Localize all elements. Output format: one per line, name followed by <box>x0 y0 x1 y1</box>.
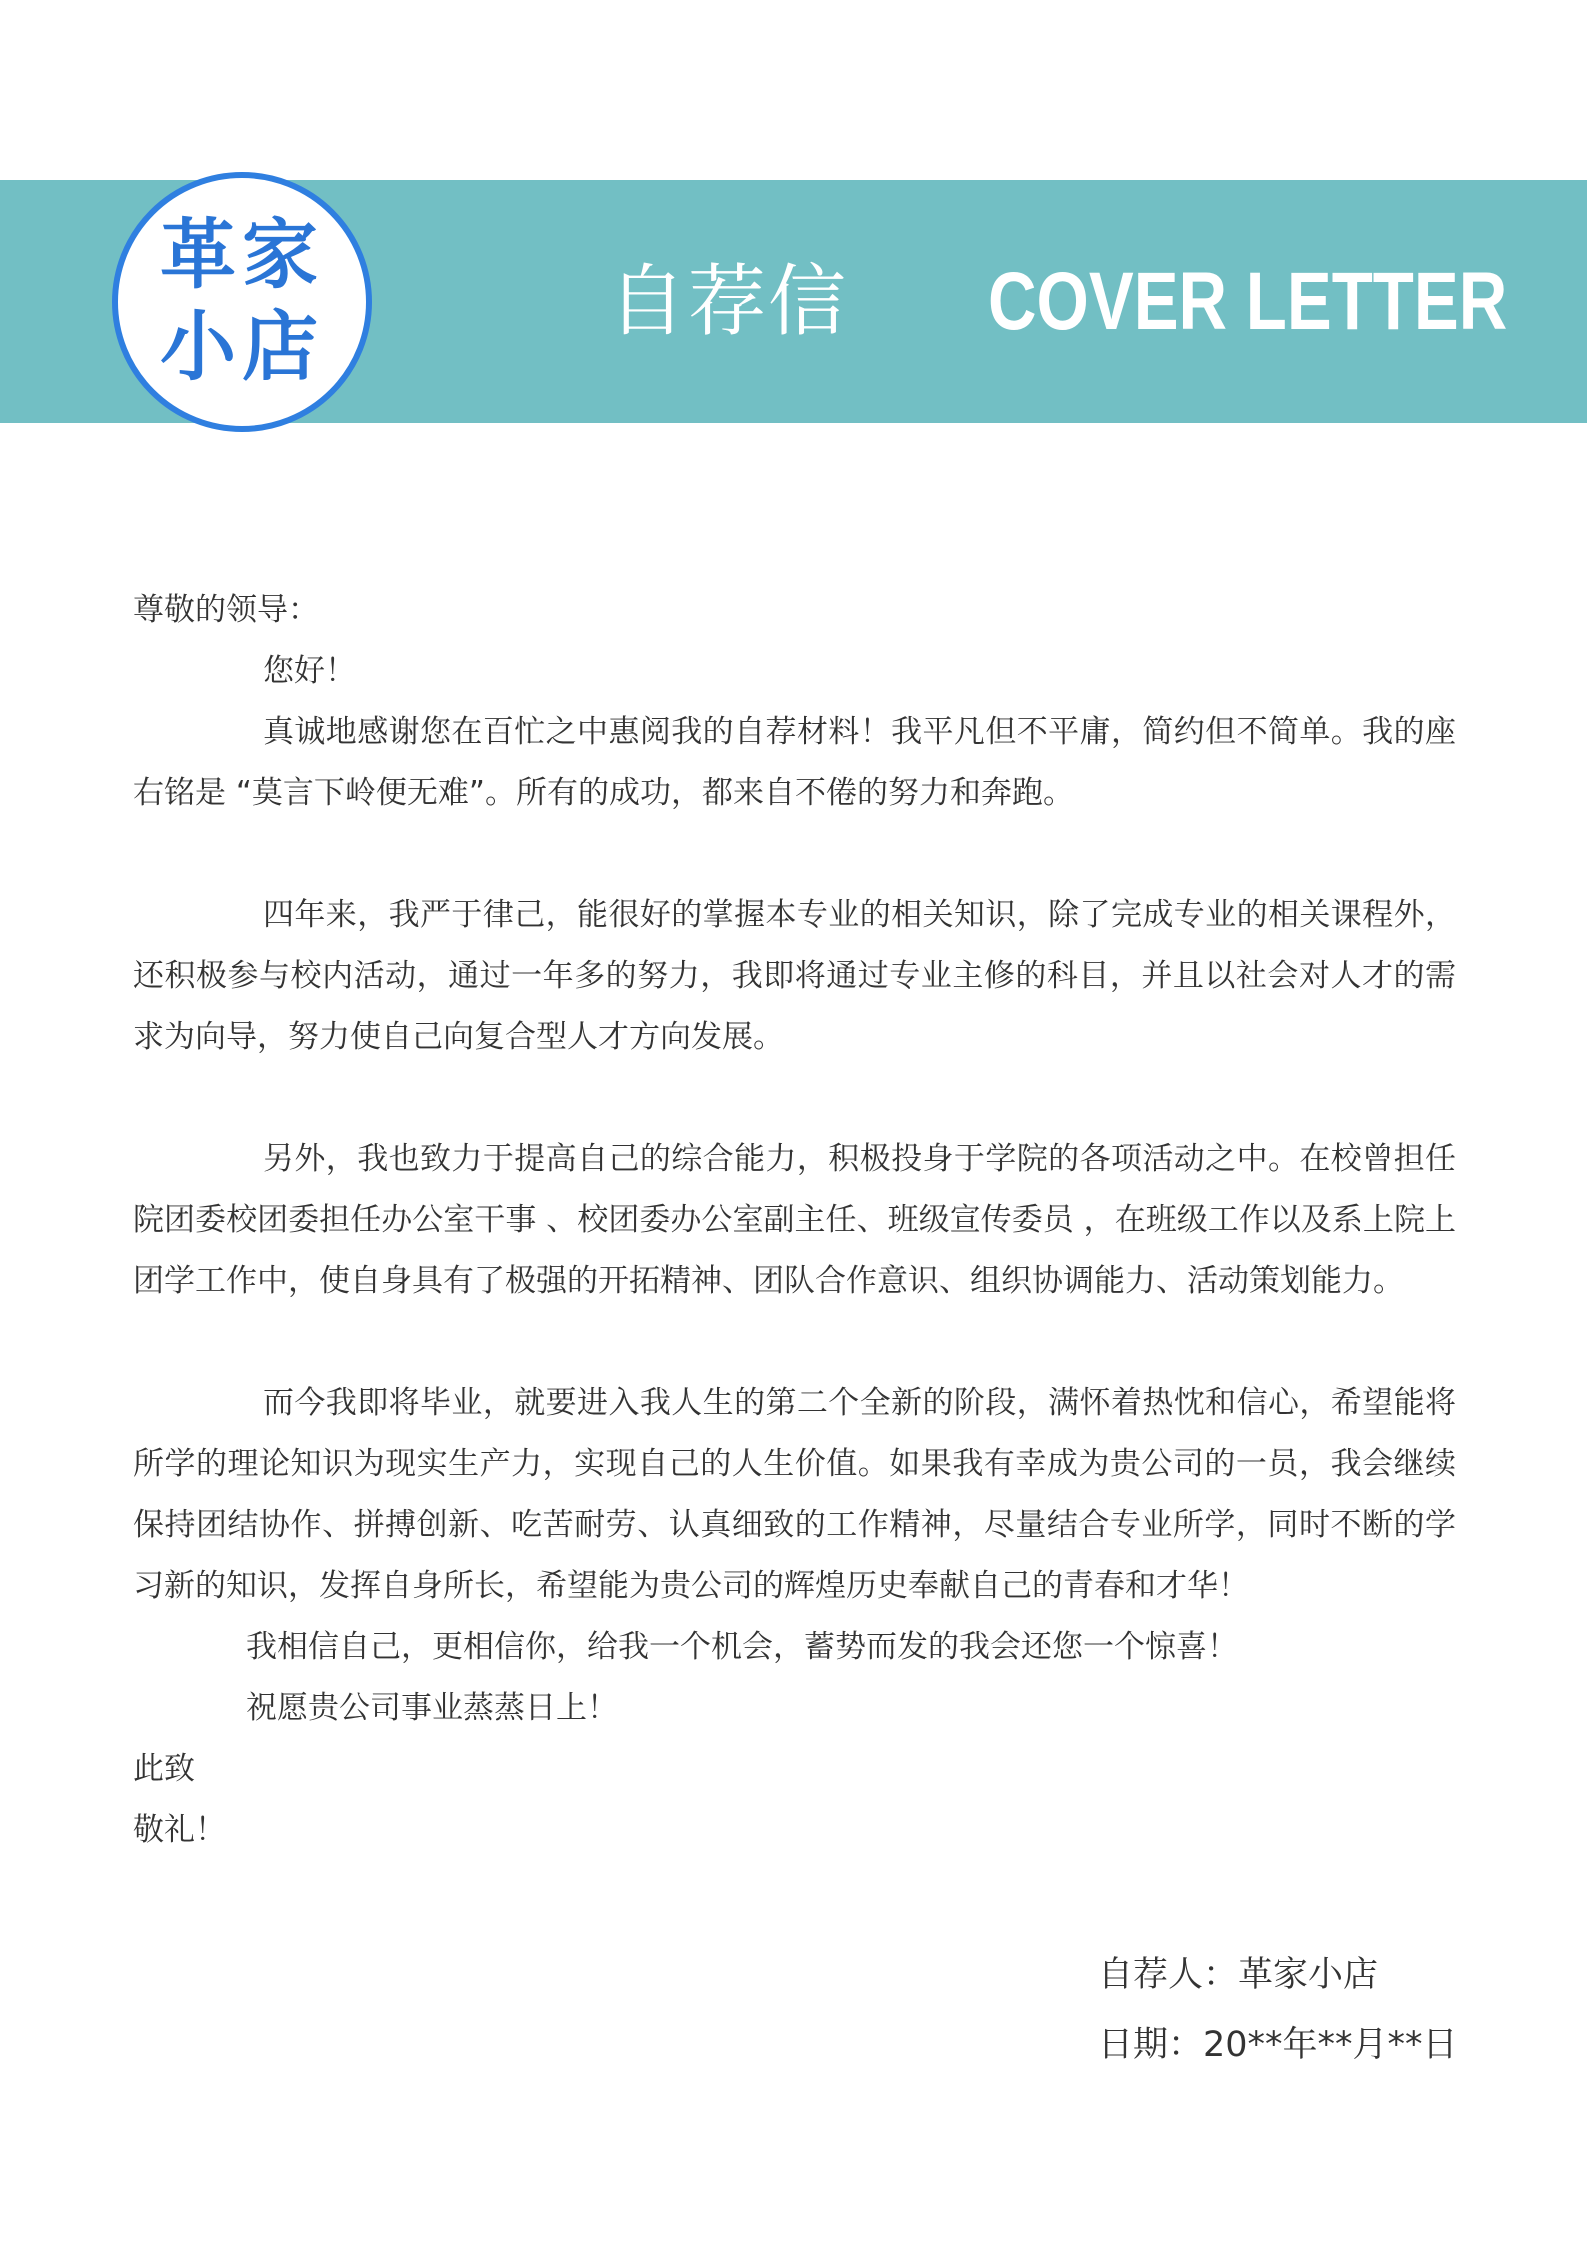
shop-logo-seal <box>112 172 372 432</box>
closing-line-2: 祝愿贵公司事业蒸蒸日上！ <box>246 1690 618 1726</box>
paragraph-2: 四年来，我严于律己，能很好的掌握本专业的相关知识，除了完成专业的相关课程外，还积极参与校内活动，通过一年多的努力，我即将通过专业主修的科目，并且以社会对人才的需求为向导，努力使自己向复合型人才方向发展。 <box>133 897 1456 1055</box>
paragraph-spacer <box>133 824 1456 885</box>
salutation: 尊敬的领导： <box>133 592 319 628</box>
paragraph-spacer <box>133 1312 1456 1373</box>
sign-off-2: 敬礼！ <box>133 1812 226 1848</box>
page-title-chinese: 自荐信 <box>608 257 849 347</box>
paragraph-1: 真诚地感谢您在百忙之中惠阅我的自荐材料！我平凡但不平庸，简约但不简单。我的座右铭是 “莫言下岭便无难”。所有的成功，都来自不倦的努力和奔跑。 <box>133 714 1456 811</box>
signature-block <box>1098 1940 1458 2080</box>
page-title-english: COVER LETTER <box>988 256 1508 347</box>
paragraph-4: 而今我即将毕业，就要进入我人生的第二个全新的阶段，满怀着热忱和信心，希望能将所学的理论知识为现实生产力，实现自己的人生价值。如果我有幸成为贵公司的一员，我会继续保持团结协作、拼搏创新、吃苦耐劳、认真细致的工作精神，尽量结合专业所学，同时不断的学习新的知识，发挥自身所长，希望能为贵公司的辉煌历史奉献自己的青春和才华！ <box>133 1385 1456 1604</box>
greeting: 您好！ <box>263 653 356 689</box>
sign-off-1: 此致 <box>133 1751 195 1787</box>
closing-line-1: 我相信自己，更相信你，给我一个机会，蓄势而发的我会还您一个惊喜！ <box>246 1629 1238 1665</box>
logo-text-line2: 小店 <box>160 302 324 391</box>
letter-body <box>133 580 1456 1861</box>
paragraph-spacer <box>133 1068 1456 1129</box>
logo-text-line1: 革家 <box>160 210 324 299</box>
signature-date: 日期：20**年**月**日 <box>1098 2025 1458 2065</box>
signature-name: 自荐人：革家小店 <box>1098 1955 1379 1995</box>
paragraph-3: 另外，我也致力于提高自己的综合能力，积极投身于学院的各项活动之中。在校曾担任院团委校团委担任办公室干事 、校团委办公室副主任、班级宣传委员 ，在班级工作以及系上院上团学工作中，使自身具有了极强的开拓精神、团队合作意识、组织协调能力、活动策划能力。 <box>133 1141 1456 1299</box>
